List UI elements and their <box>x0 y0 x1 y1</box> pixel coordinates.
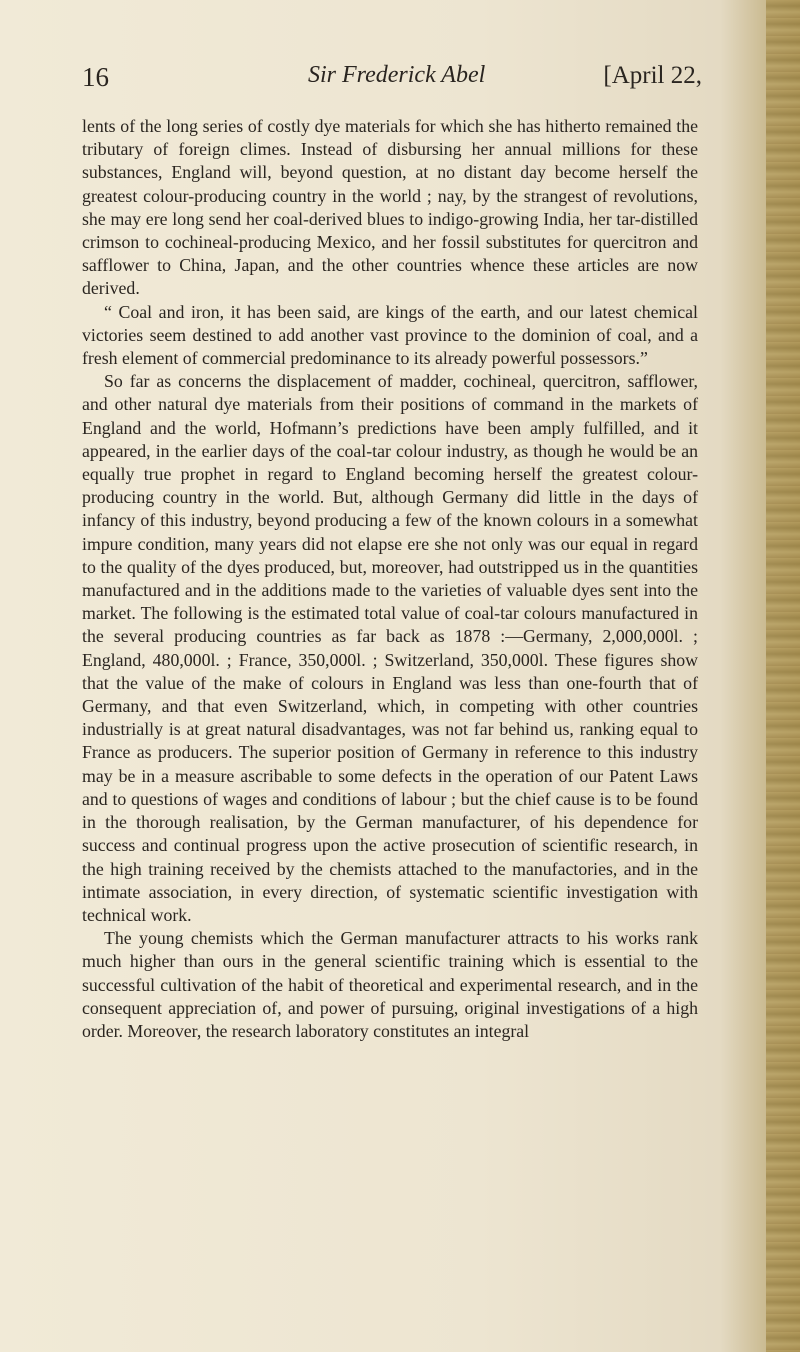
paragraph-continuation: lents of the long series of costly dye materials for which she has hitherto remained the tributary of foreign climes. Instead of disbursing her annual millions for these substances, England will, beyond question, at no distant day become herself the greatest colour-producing country in the world ; nay, by the strangest of revolutions, she may ere long send her coal-derived blues to indigo-growing India, her tar-distilled crimson to cochineal-producing Mexico, and her fossil substitutes for quercitron and safflower to China, Japan, and the other countries whence these articles are now derived. <box>82 116 698 299</box>
paragraph-young-chemists: The young chemists which the German manufacturer attracts to his works rank much higher than ours in the general scientific training which is essential to the successful cultivation of the habit of theoretical and experimental research, and in the consequent appreciation of, and power of pursuing, original investigations of a high order. Moreover, the research laboratory constitutes an integral <box>82 928 698 1041</box>
paragraph-hofmann: So far as concerns the displacement of madder, cochineal, quercitron, safflower, and other natural dye materials from their positions of command in the markets of England and the world, Hofmann’s predictions have been amply fulfilled, and it appeared, in the earlier days of the coal-tar colour industry, as though he would be an equally true prophet in regard to England becoming herself the greatest colour-producing country in the world. But, although Germany did little in the days of infancy of this industry, beyond producing a few of the known colours in a somewhat impure condition, many years did not elapse ere she not only was our equal in regard to the quality of the dyes produced, but, moreover, had outstripped us in the quantities manufactured and in the additions made to the varieties of valuable dyes sent into the market. The following is the estimated total value of coal-tar colours manufactured in the several producing countries as far back as 1878 :—Germany, 2,000,000l. ; England, 480,000l. ; France, 350,000l. ; Switzerland, 350,000l. These figures show that the value of the make of colours in England was less than one-fourth that of Germany, and that even Switzerland, which, in competing with other countries industrially is at great natural disadvantages, was not far behind us, ranking equal to France as producers. The superior position of Germany in reference to this industry may be in a measure ascribable to some defects in the operation of our Patent Laws and to questions of wages and conditions of labour ; but the chief cause is to be found in the thorough realisation, by the German manufacturer, of his dependence for success and continual progress upon the active prosecution of scientific research, in the high training received by the chemists attached to the manufactories, and in the intimate association, in every direction, of systematic scientific investigation with technical work. <box>82 371 698 925</box>
page-edge <box>766 0 800 1352</box>
page-number: 16 <box>82 62 109 92</box>
paragraph-quote: “ Coal and iron, it has been said, are kings of the earth, and our latest chemical victories seem destined to add another vast province to the dominion of coal, and a fresh element of commercial predominance to its already powerful possessors.” <box>82 301 698 369</box>
running-header <box>82 62 702 102</box>
running-title: Sir Frederick Abel <box>308 62 486 88</box>
body-text <box>82 115 698 1043</box>
running-date: [April 22, <box>603 62 702 89</box>
